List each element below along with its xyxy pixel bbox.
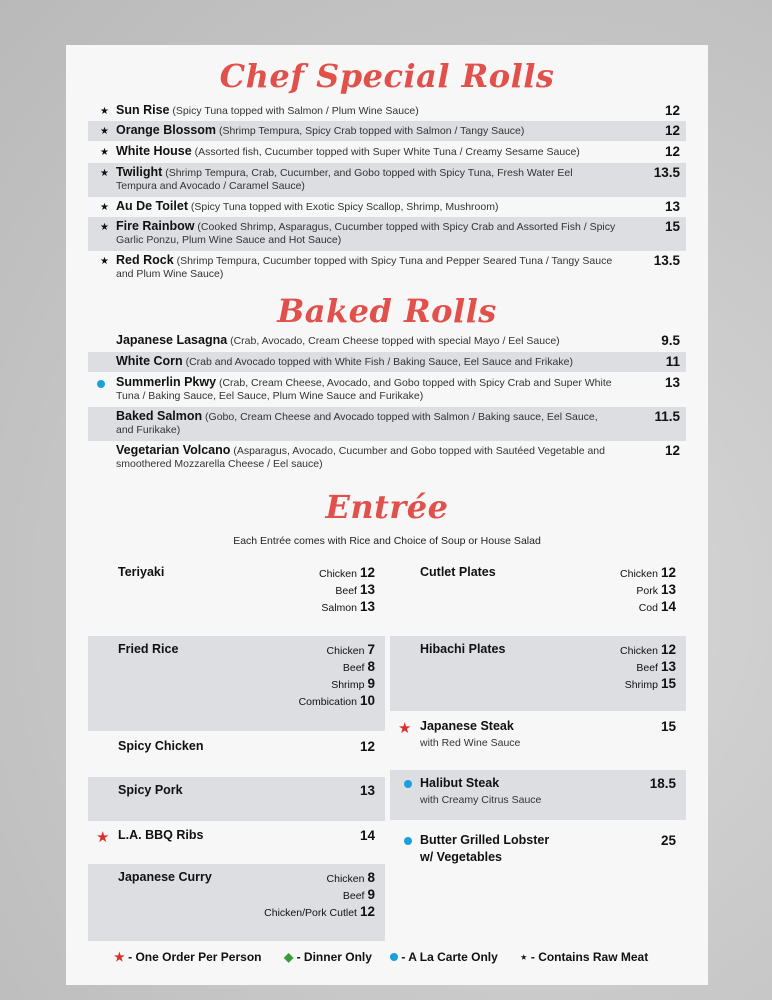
entree-option	[299, 659, 375, 676]
baked-roll-item	[88, 352, 686, 372]
item-name: Sun Rise	[116, 103, 170, 117]
raw-meat-star-icon: ★	[100, 202, 109, 213]
entree-option	[620, 565, 676, 582]
item-name: Summerlin Pkwy	[116, 375, 217, 389]
item-name: White House	[116, 144, 192, 158]
entree-option	[264, 887, 375, 904]
entree-option	[299, 693, 375, 710]
entree-japanese-curry	[88, 864, 385, 941]
option-price: 14	[660, 599, 676, 614]
entree-name: L.A. BBQ Ribs	[118, 828, 204, 842]
chef-roll-item	[88, 163, 686, 197]
entree-name: Teriyaki	[118, 565, 165, 579]
option-label: Shrimp	[331, 679, 365, 691]
item-name: Baked Salmon	[116, 409, 203, 423]
entree-name: Spicy Pork	[118, 783, 183, 797]
option-price: 13	[660, 582, 676, 597]
item-description: (Shrimp Tempura, Spicy Crab topped with Salmon / Tangy Sauce)	[216, 125, 525, 137]
entree-cutlet-plates	[390, 559, 686, 629]
entree-option	[620, 582, 676, 599]
item-price: 11.5	[654, 409, 680, 424]
item-price: 11	[665, 354, 680, 369]
entree-name: Japanese Curry	[118, 870, 212, 884]
option-label: Beef	[335, 585, 357, 597]
baked-roll-item	[88, 441, 686, 475]
item-name: Fire Rainbow	[116, 219, 195, 233]
item-description: (Shrimp Tempura, Cucumber topped with Spicy Tuna and Pepper Seared Tuna / Tangy Sauce and Plum Wine Sauce)	[116, 255, 613, 280]
item-name: Red Rock	[116, 253, 174, 267]
option-price: 8	[367, 659, 375, 674]
entree-name: Fried Rice	[118, 642, 179, 656]
item-name: Orange Blossom	[116, 123, 217, 137]
one-order-star-icon: ★	[96, 829, 110, 846]
entree-options	[319, 565, 375, 616]
entree-subtitle: with Creamy Citrus Sauce	[420, 794, 542, 806]
entree-option	[299, 676, 375, 693]
legend-raw-meat: - Contains Raw Meat	[530, 950, 649, 964]
option-price: 10	[359, 693, 375, 708]
entree-price: 13	[359, 783, 375, 798]
legend-dinner-only: - Dinner Only	[296, 950, 372, 964]
option-price: 7	[367, 642, 375, 657]
entree-price: 18.5	[649, 776, 676, 791]
option-price: 8	[367, 870, 375, 885]
option-label: Chicken	[319, 568, 357, 580]
option-label: Chicken	[620, 645, 658, 657]
item-price: 13	[664, 199, 680, 214]
baked-roll-item	[88, 407, 686, 441]
entree-options	[620, 565, 676, 616]
option-label: Beef	[342, 662, 365, 674]
item-price: 9.5	[661, 333, 680, 348]
entree-option	[319, 565, 375, 582]
entree-halibut-steak	[390, 770, 686, 820]
entree-option	[319, 599, 375, 616]
entree-option	[620, 659, 676, 676]
option-label: Cod	[638, 602, 658, 614]
option-label: Combication	[298, 696, 357, 708]
blue-dot-icon	[390, 953, 398, 961]
item-price: 13.5	[653, 165, 680, 180]
chef-roll-item	[88, 251, 686, 285]
entree-note: Each Entrée comes with Rice and Choice of Soup or House Salad	[233, 535, 541, 547]
entree-subtitle: with Red Wine Sauce	[420, 737, 521, 749]
item-price: 12	[664, 103, 680, 118]
entree-price: 15	[660, 719, 676, 734]
baked-roll-item	[88, 331, 686, 351]
legend-a-la-carte: - A La Carte Only	[401, 950, 498, 964]
chef-roll-item	[88, 121, 686, 141]
entree-spicy-pork	[88, 777, 385, 821]
item-name: Japanese Lasagna	[116, 333, 228, 347]
option-price: 9	[367, 887, 375, 902]
raw-meat-star-icon: ★	[100, 106, 109, 117]
option-price: 13	[359, 582, 375, 597]
item-description: (Shrimp Tempura, Crab, Cucumber, and Gobo topped with Spicy Tuna, Fresh Water Eel Tempura and Avocado / Caramel Sauce)	[116, 167, 573, 192]
option-label: Chicken/Pork Cutlet	[264, 907, 357, 919]
entree-option	[620, 642, 676, 659]
option-price: 13	[660, 659, 676, 674]
option-price: 13	[359, 599, 375, 614]
entree-la-bbq-ribs	[88, 822, 385, 862]
item-description: (Spicy Tuna topped with Salmon / Plum Wine Sauce)	[169, 105, 419, 117]
option-price: 9	[367, 676, 375, 691]
option-price: 12	[359, 904, 375, 919]
item-description: (Crab and Avocado topped with White Fish / Baking Sauce, Eel Sauce and Frikake)	[182, 356, 573, 368]
item-description: (Assorted fish, Cucumber topped with Super White Tuna / Creamy Sesame Sauce)	[191, 146, 580, 158]
entree-options	[620, 642, 676, 693]
item-price: 15	[664, 219, 680, 234]
item-description: (Asparagus, Avocado, Cucumber and Gobo topped with Sautéed Vegetable and smoothered Mozzarella Cheese / Eel sauce)	[116, 445, 605, 470]
entree-name: Halibut Steak	[420, 776, 500, 790]
entree-option	[319, 582, 375, 599]
item-description: (Crab, Cream Cheese, Avocado, and Gobo topped with Spicy Crab and Super White Tuna / Baking Sauce, Eel Sauce, Plum Wine Sauce and Furikake)	[116, 377, 612, 402]
baked-roll-item	[88, 373, 686, 407]
option-price: 15	[660, 676, 676, 691]
option-label: Pork	[636, 585, 658, 597]
item-price: 12	[664, 123, 680, 138]
entree-option	[299, 642, 375, 659]
entree-butter-grilled-lobster	[390, 827, 686, 877]
entree-option	[264, 870, 375, 887]
entree-price: 25	[660, 833, 676, 848]
item-name: Vegetarian Volcano	[116, 443, 231, 457]
raw-meat-star-icon: ★	[100, 147, 109, 158]
item-description: (Gobo, Cream Cheese and Avocado topped with Salmon / Baking sauce, Eel Sauce, and Furikake)	[116, 411, 598, 436]
entree-name: Butter Grilled Lobster	[420, 833, 550, 847]
entree-fried-rice	[88, 636, 385, 731]
raw-meat-star-icon: ★	[100, 256, 109, 267]
red-star-icon: ★	[114, 950, 125, 964]
raw-meat-star-icon: ★	[100, 126, 109, 137]
item-description: (Crab, Avocado, Cream Cheese topped with special Mayo / Eel Sauce)	[227, 335, 560, 347]
item-price: 12	[664, 443, 680, 458]
entree-name: Cutlet Plates	[420, 565, 496, 579]
raw-meat-star-icon: ★	[100, 168, 109, 179]
chef-roll-item	[88, 217, 686, 251]
entree-japanese-steak	[390, 713, 686, 763]
item-name: White Corn	[116, 354, 183, 368]
entree-option	[620, 599, 676, 616]
entree-name: Spicy Chicken	[118, 739, 204, 753]
entree-title: Entrée	[325, 488, 449, 526]
raw-meat-star-icon: ★	[100, 222, 109, 233]
baked-rolls-title: Baked Rolls	[277, 292, 497, 330]
entree-name: Hibachi Plates	[420, 642, 506, 656]
one-order-star-icon: ★	[398, 720, 412, 737]
green-diamond-icon: ◆	[284, 950, 294, 964]
entree-option	[264, 904, 375, 921]
option-label: Shrimp	[624, 679, 658, 691]
entree-spicy-chicken	[88, 733, 385, 771]
option-price: 12	[660, 565, 676, 580]
option-price: 12	[359, 565, 375, 580]
a-la-carte-dot-icon	[97, 380, 105, 388]
chef-special-title: Chef Special Rolls	[219, 57, 555, 95]
small-star-icon: ⋆	[520, 950, 528, 964]
option-label: Chicken	[620, 568, 658, 580]
item-price: 13	[664, 375, 680, 390]
menu-page	[66, 45, 708, 985]
entree-price: 12	[359, 739, 375, 754]
a-la-carte-dot-icon	[404, 780, 412, 788]
chef-roll-item	[88, 197, 686, 217]
entree-option	[620, 676, 676, 693]
option-label: Chicken	[326, 873, 365, 885]
a-la-carte-dot-icon	[404, 837, 412, 845]
item-price: 13.5	[653, 253, 680, 268]
option-label: Beef	[342, 890, 365, 902]
option-label: Beef	[636, 662, 658, 674]
option-label: Salmon	[321, 602, 357, 614]
item-name: Au De Toilet	[116, 199, 188, 213]
chef-roll-item	[88, 101, 686, 121]
entree-name-line2: w/ Vegetables	[420, 850, 502, 864]
item-description: (Spicy Tuna topped with Exotic Spicy Scallop, Shrimp, Mushroom)	[188, 201, 499, 213]
legend-one-order: - One Order Per Person	[128, 950, 262, 964]
entree-name: Japanese Steak	[420, 719, 514, 733]
item-price: 12	[664, 144, 680, 159]
option-label: Chicken	[326, 645, 365, 657]
option-price: 12	[660, 642, 676, 657]
chef-roll-item	[88, 142, 686, 162]
item-description: (Cooked Shrimp, Asparagus, Cucumber topped with Spicy Crab and Assorted Fish / Spicy Garlic Ponzu, Plum Wine Sauce and Hot Sauce)	[116, 221, 616, 246]
entree-options	[299, 642, 375, 710]
entree-price: 14	[359, 828, 375, 843]
entree-hibachi-plates	[390, 636, 686, 711]
item-name: Twilight	[116, 165, 163, 179]
entree-teriyaki	[88, 559, 385, 629]
entree-options	[264, 870, 375, 921]
